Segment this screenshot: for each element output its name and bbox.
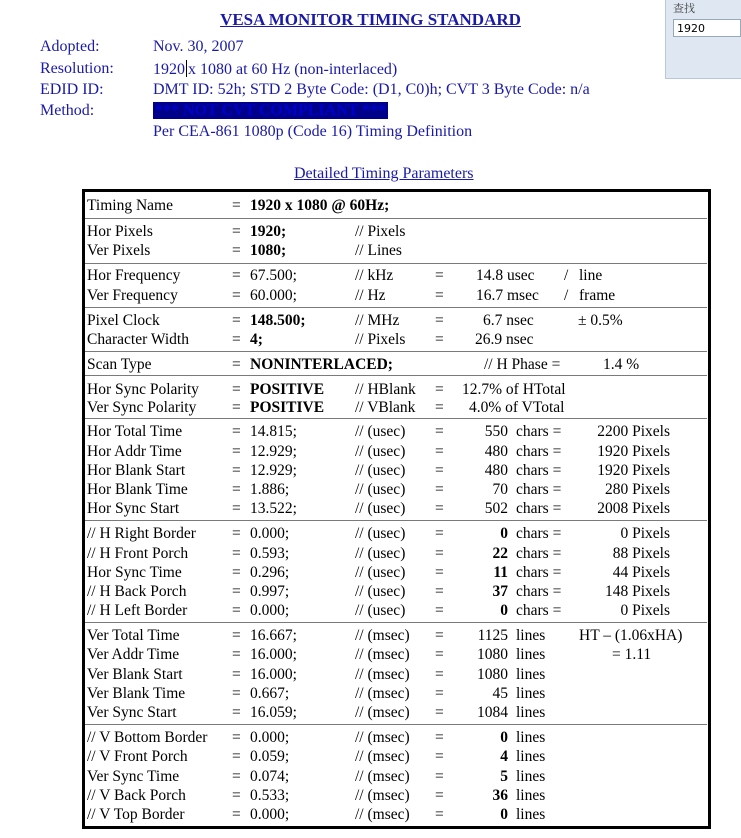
table-row xyxy=(0,728,741,747)
row-equals: = xyxy=(232,525,241,542)
row-unit: // (msec) xyxy=(355,768,410,785)
table-row xyxy=(0,544,741,563)
row-equals: = xyxy=(232,787,241,804)
row-equals: = xyxy=(232,287,241,304)
page-title: VESA MONITOR TIMING STANDARD xyxy=(220,10,521,29)
row-name: // V Bottom Border xyxy=(87,729,208,746)
row-equals: = xyxy=(435,481,444,498)
group-separator xyxy=(85,622,707,623)
resolution-value-rest: x 1080 at 60 Hz (non-interlaced) xyxy=(188,61,398,78)
row-equals: = xyxy=(435,729,444,746)
row-equals: = xyxy=(232,356,241,373)
row-equals: = xyxy=(435,685,444,702)
row-count: 0 xyxy=(500,729,508,746)
row-name: // H Back Porch xyxy=(87,583,187,600)
row-value: 0.593; xyxy=(250,545,290,562)
row-name: // H Left Border xyxy=(87,602,188,619)
row-equals: = xyxy=(435,545,444,562)
row-value: 16.000; xyxy=(250,666,297,683)
group-separator xyxy=(85,263,707,264)
row-period: 16.7 msec xyxy=(476,287,539,304)
row-equals: = xyxy=(232,423,241,440)
row-count: 22 xyxy=(492,545,508,562)
row-unit: // (msec) xyxy=(355,704,410,721)
row-equals: = xyxy=(435,287,444,304)
table-row xyxy=(0,805,741,824)
row-equals: = xyxy=(232,748,241,765)
row-count: 0 xyxy=(500,806,508,823)
table-row xyxy=(0,286,741,305)
row-value: 148.500; xyxy=(250,312,306,329)
row-count-unit: chars = xyxy=(516,583,562,600)
table-row xyxy=(0,626,741,645)
row-count-unit: chars = xyxy=(516,525,562,542)
h-phase-label: // H Phase = xyxy=(484,356,561,373)
row-count: 4 xyxy=(500,748,508,765)
row-equals: = xyxy=(232,481,241,498)
row-period: 14.8 usec xyxy=(476,267,535,284)
row-unit: // Pixels xyxy=(355,223,406,240)
row-name: Ver Addr Time xyxy=(87,646,180,663)
table-row xyxy=(0,665,741,684)
row-unit: // (usec) xyxy=(355,500,406,517)
row-name: Hor Blank Start xyxy=(87,462,186,479)
row-value: POSITIVE xyxy=(250,381,325,398)
row-pixels: 88 Pixels xyxy=(612,545,670,562)
row-equals: = xyxy=(435,525,444,542)
row-unit: // Lines xyxy=(355,242,402,259)
group-separator xyxy=(85,307,707,308)
row-unit: // VBlank xyxy=(355,399,416,416)
table-row xyxy=(0,703,741,722)
row-value: 0.000; xyxy=(250,525,290,542)
table-row xyxy=(0,684,741,703)
row-equals: = xyxy=(232,806,241,823)
row-equals: = xyxy=(232,197,241,214)
row-count-unit: lines xyxy=(516,748,546,765)
row-equals: = xyxy=(435,627,444,644)
row-unit: // (msec) xyxy=(355,646,410,663)
row-equals: = xyxy=(232,602,241,619)
row-name: Hor Pixels xyxy=(87,223,153,240)
table-row xyxy=(0,747,741,766)
row-unit: // (msec) xyxy=(355,806,410,823)
row-unit: // (msec) xyxy=(355,685,410,702)
find-input[interactable] xyxy=(673,19,741,37)
row-equals: = xyxy=(435,443,444,460)
row-unit: // HBlank xyxy=(355,381,416,398)
table-row xyxy=(0,767,741,786)
row-name: Ver Blank Time xyxy=(87,685,186,702)
row-count: 37 xyxy=(492,583,508,600)
group-separator xyxy=(85,218,707,219)
row-unit: // (msec) xyxy=(355,729,410,746)
method-label: Method: xyxy=(40,102,95,119)
row-unit: // kHz xyxy=(355,267,394,284)
row-value: 12.929; xyxy=(250,443,297,460)
row-pixels: 0 Pixels xyxy=(620,602,670,619)
row-name: Hor Blank Time xyxy=(87,481,188,498)
row-name: // V Back Porch xyxy=(87,787,186,804)
detailed-timing-heading[interactable]: Detailed Timing Parameters xyxy=(294,165,474,182)
row-equals: = xyxy=(435,768,444,785)
row-equals: = xyxy=(435,666,444,683)
table-row xyxy=(0,499,741,518)
row-value: 67.500; xyxy=(250,267,297,284)
row-unit: // Pixels xyxy=(355,331,406,348)
find-popup xyxy=(665,0,741,79)
row-value: 0.074; xyxy=(250,768,290,785)
table-row xyxy=(0,442,741,461)
row-unit: // (msec) xyxy=(355,666,410,683)
table-row xyxy=(0,422,741,441)
row-count-unit: chars = xyxy=(516,500,562,517)
row-equals: = xyxy=(232,768,241,785)
row-name: Timing Name xyxy=(87,197,173,214)
row-equals: = xyxy=(232,223,241,240)
row-count-unit: chars = xyxy=(516,481,562,498)
row-equals: = xyxy=(232,462,241,479)
row-equals: = xyxy=(232,331,241,348)
row-pixels: 0 Pixels xyxy=(620,525,670,542)
row-value: 4; xyxy=(250,331,263,348)
row-equals: = xyxy=(435,704,444,721)
row-count-unit: chars = xyxy=(516,423,562,440)
row-equals: = xyxy=(232,583,241,600)
row-equals: = xyxy=(435,312,444,329)
row-count-unit: chars = xyxy=(516,564,562,581)
row-period: 26.9 nsec xyxy=(475,331,534,348)
row-count: 550 xyxy=(484,423,508,440)
group-separator xyxy=(85,724,707,725)
row-period-unit: line xyxy=(579,267,603,284)
row-unit: // (usec) xyxy=(355,583,406,600)
row-percentage: 12.7% of HTotal xyxy=(462,381,566,398)
row-unit: // (usec) xyxy=(355,462,406,479)
row-name: // H Right Border xyxy=(87,525,196,542)
row-count-unit: lines xyxy=(516,768,546,785)
row-unit: // (msec) xyxy=(355,748,410,765)
row-name: // H Front Porch xyxy=(87,545,189,562)
row-name: Hor Total Time xyxy=(87,423,183,440)
row-count: 70 xyxy=(492,481,508,498)
table-row xyxy=(0,398,741,417)
row-equals: = xyxy=(435,787,444,804)
group-separator xyxy=(85,351,707,352)
row-count: 0 xyxy=(500,602,508,619)
row-count-unit: lines xyxy=(516,685,546,702)
row-equals: = xyxy=(435,267,444,284)
row-equals: = xyxy=(232,545,241,562)
table-row xyxy=(0,196,741,215)
row-count-unit: lines xyxy=(516,704,546,721)
table-row xyxy=(0,461,741,480)
row-value: 12.929; xyxy=(250,462,297,479)
row-value: 0.000; xyxy=(250,729,290,746)
row-count-unit: lines xyxy=(516,787,546,804)
row-name: Hor Sync Time xyxy=(87,564,182,581)
resolution-value-highlight: 1920 xyxy=(153,61,185,78)
row-equals: = xyxy=(232,666,241,683)
row-name: Pixel Clock xyxy=(87,312,160,329)
adopted-value: Nov. 30, 2007 xyxy=(153,38,244,55)
row-percentage: 4.0% of VTotal xyxy=(469,399,565,416)
row-equals: = xyxy=(232,267,241,284)
row-equals: = xyxy=(435,381,444,398)
row-count: 502 xyxy=(484,500,508,517)
table-row xyxy=(0,563,741,582)
row-unit: // (msec) xyxy=(355,787,410,804)
row-unit: // (usec) xyxy=(355,423,406,440)
row-equals: = xyxy=(232,704,241,721)
row-pixels: 1920 Pixels xyxy=(597,443,670,460)
edid-label: EDID ID: xyxy=(40,81,104,98)
h-phase-value: 1.4 % xyxy=(603,356,640,373)
resolution-value xyxy=(153,60,397,79)
row-equals: = xyxy=(232,685,241,702)
row-name: Hor Addr Time xyxy=(87,443,182,460)
row-pixels: 148 Pixels xyxy=(604,583,670,600)
row-slash: / xyxy=(564,267,569,284)
row-unit: // (usec) xyxy=(355,564,406,581)
row-value: 0.059; xyxy=(250,748,290,765)
row-name: Scan Type xyxy=(87,356,152,373)
row-equals: = xyxy=(435,583,444,600)
row-count: 1125 xyxy=(477,627,508,644)
row-value: 16.059; xyxy=(250,704,297,721)
row-count: 0 xyxy=(500,525,508,542)
table-row xyxy=(0,480,741,499)
row-value: 14.815; xyxy=(250,423,297,440)
row-period: 6.7 nsec xyxy=(483,312,534,329)
table-row xyxy=(0,786,741,805)
row-count-unit: lines xyxy=(516,646,546,663)
table-row xyxy=(0,645,741,664)
method-value xyxy=(153,102,388,120)
row-name: Hor Sync Polarity xyxy=(87,381,199,398)
row-equals: = xyxy=(232,646,241,663)
row-value: 16.000; xyxy=(250,646,297,663)
row-name: Ver Sync Time xyxy=(87,768,180,785)
table-row xyxy=(0,601,741,620)
method-detail: Per CEA-861 1080p (Code 16) Timing Definition xyxy=(153,123,473,140)
row-count: 480 xyxy=(484,462,508,479)
row-equals: = xyxy=(435,462,444,479)
row-period-unit: frame xyxy=(579,287,616,304)
row-equals: = xyxy=(435,423,444,440)
row-value: 1920 x 1080 @ 60Hz; xyxy=(250,197,390,214)
row-equals: = xyxy=(232,399,241,416)
row-count: 45 xyxy=(492,685,508,702)
row-value: 0.296; xyxy=(250,564,290,581)
row-equals: = xyxy=(435,748,444,765)
adopted-label: Adopted: xyxy=(40,38,100,55)
row-unit: // Hz xyxy=(355,287,386,304)
row-equals: = xyxy=(232,443,241,460)
row-name: Ver Pixels xyxy=(87,242,151,259)
row-name: Character Width xyxy=(87,331,189,348)
row-unit: // (usec) xyxy=(355,525,406,542)
row-equals: = xyxy=(435,806,444,823)
row-unit: // (usec) xyxy=(355,545,406,562)
row-equals: = xyxy=(232,729,241,746)
row-count: 1080 xyxy=(477,646,508,663)
row-count: 1080 xyxy=(477,666,508,683)
row-value: 1080; xyxy=(250,242,287,259)
table-row xyxy=(0,241,741,260)
row-name: Ver Sync Start xyxy=(87,704,177,721)
row-name: Ver Total Time xyxy=(87,627,180,644)
row-count: 5 xyxy=(500,768,508,785)
row-equals: = xyxy=(435,331,444,348)
table-row xyxy=(0,266,741,285)
row-unit: // (usec) xyxy=(355,481,406,498)
row-pixels: 44 Pixels xyxy=(612,564,670,581)
row-slash: / xyxy=(564,287,569,304)
row-value: 0.997; xyxy=(250,583,290,600)
row-pixels: 2008 Pixels xyxy=(597,500,670,517)
row-value: 0.533; xyxy=(250,787,290,804)
row-name: // V Front Porch xyxy=(87,748,188,765)
row-pixels: 280 Pixels xyxy=(604,481,670,498)
row-value: 0.000; xyxy=(250,602,290,619)
row-name: Ver Blank Start xyxy=(87,666,183,683)
row-value: 0.000; xyxy=(250,806,290,823)
group-separator xyxy=(85,418,707,419)
row-count-unit: chars = xyxy=(516,602,562,619)
row-unit: // (msec) xyxy=(355,627,410,644)
table-row xyxy=(0,380,741,399)
row-value: 1920; xyxy=(250,223,287,240)
row-equals: = xyxy=(232,312,241,329)
table-row xyxy=(0,311,741,330)
row-equals: = xyxy=(232,627,241,644)
row-count-unit: chars = xyxy=(516,443,562,460)
row-count-unit: chars = xyxy=(516,545,562,562)
row-name: // V Top Border xyxy=(87,806,185,823)
row-name: Hor Frequency xyxy=(87,267,181,284)
row-count-unit: chars = xyxy=(516,462,562,479)
row-unit: // MHz xyxy=(355,312,400,329)
ratio-value: = 1.11 xyxy=(612,646,652,663)
row-equals: = xyxy=(232,242,241,259)
row-equals: = xyxy=(435,399,444,416)
group-separator xyxy=(85,375,707,376)
row-pixels: 1920 Pixels xyxy=(597,462,670,479)
table-row xyxy=(0,330,741,349)
text-caret xyxy=(186,60,187,77)
row-count: 11 xyxy=(493,564,508,581)
row-value: 16.667; xyxy=(250,627,297,644)
row-equals: = xyxy=(232,381,241,398)
method-value-highlight: *** NOT CVT COMPLIANT *** xyxy=(155,102,387,119)
row-name: Ver Frequency xyxy=(87,287,178,304)
row-value: POSITIVE xyxy=(250,399,325,416)
ratio-formula: HT – (1.06xHA) xyxy=(579,627,683,644)
row-unit: // (usec) xyxy=(355,443,406,460)
row-equals: = xyxy=(232,500,241,517)
row-value: 0.667; xyxy=(250,685,290,702)
row-value: 60.000; xyxy=(250,287,297,304)
edid-value: DMT ID: 52h; STD 2 Byte Code: (D1, C0)h; CVT 3 Byte Code: n/a xyxy=(153,81,590,98)
row-pixels: 2200 Pixels xyxy=(597,423,670,440)
table-row xyxy=(0,355,741,374)
row-count: 36 xyxy=(492,787,508,804)
resolution-label: Resolution: xyxy=(40,60,114,77)
row-name: Hor Sync Start xyxy=(87,500,180,517)
row-value: NONINTERLACED; xyxy=(250,356,393,373)
row-equals: = xyxy=(435,564,444,581)
row-unit: // (usec) xyxy=(355,602,406,619)
row-count: 480 xyxy=(484,443,508,460)
row-equals: = xyxy=(435,646,444,663)
table-row xyxy=(0,582,741,601)
row-count: 1084 xyxy=(477,704,508,721)
row-value: 13.522; xyxy=(250,500,297,517)
row-equals: = xyxy=(435,500,444,517)
row-count-unit: lines xyxy=(516,666,546,683)
row-count-unit: lines xyxy=(516,806,546,823)
row-count-unit: lines xyxy=(516,627,546,644)
table-row xyxy=(0,524,741,543)
group-separator xyxy=(85,520,707,521)
table-row xyxy=(0,222,741,241)
row-value: 1.886; xyxy=(250,481,290,498)
row-equals: = xyxy=(435,602,444,619)
row-tolerance: ± 0.5% xyxy=(578,312,623,329)
row-name: Ver Sync Polarity xyxy=(87,399,197,416)
row-equals: = xyxy=(232,564,241,581)
find-label: 查找 xyxy=(673,2,695,15)
row-count-unit: lines xyxy=(516,729,546,746)
